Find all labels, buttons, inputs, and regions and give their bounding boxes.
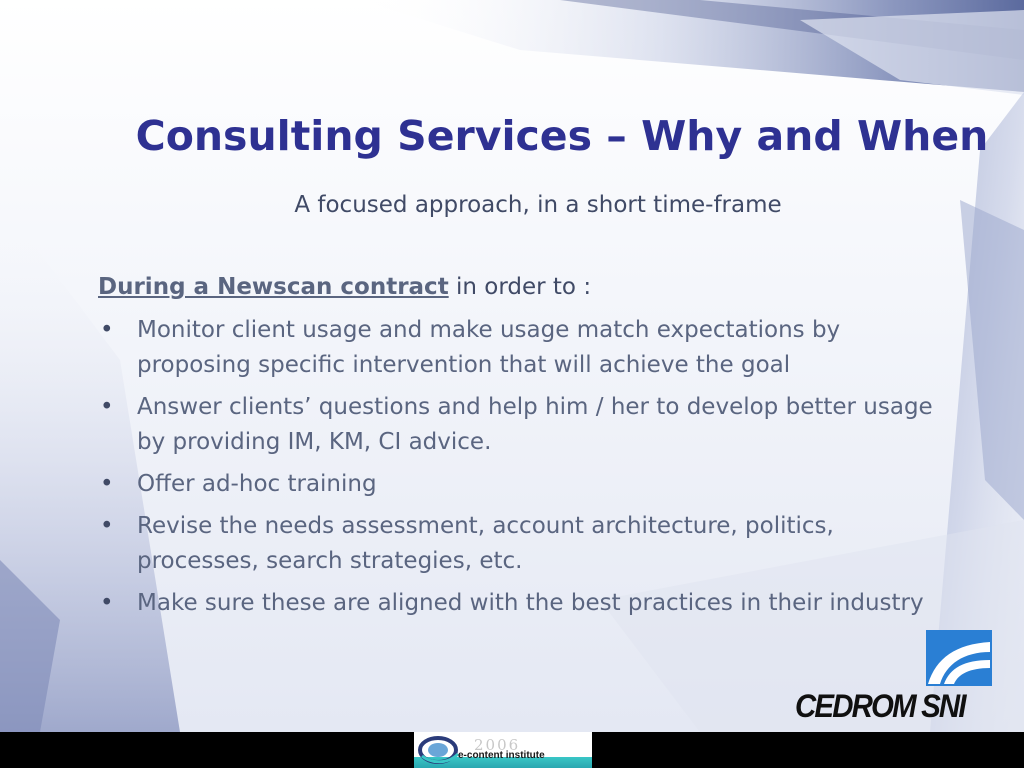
bullet-text: Revise the needs assessment, account architecture, politics, processes, search strategies, etc. [137, 513, 834, 574]
slide-subtitle: A focused approach, in a short time-frame [294, 192, 782, 218]
bullet-text: Make sure these are aligned with the best practices in their industry [137, 590, 924, 616]
bullet-item [98, 313, 948, 383]
badge-name-text: e-content institute [458, 750, 545, 761]
bullet-dot-icon: • [100, 317, 114, 343]
cedrom-wave-icon [926, 630, 992, 686]
bullet-text: Offer ad-hoc training [137, 471, 377, 497]
bullet-list [98, 313, 948, 628]
slide-title: Consulting Services – Why and When [135, 112, 989, 160]
bullet-item [98, 390, 948, 460]
cedrom-sni-logo [790, 630, 1000, 730]
bullet-dot-icon: • [100, 590, 114, 616]
bullet-dot-icon: • [100, 471, 114, 497]
bullet-item [98, 586, 948, 621]
newscan-contract-link[interactable]: During a Newscan contract [98, 274, 449, 300]
footer-bar [0, 732, 1024, 768]
lead-line [98, 274, 591, 300]
badge-faint-text: 2006 [474, 736, 521, 754]
bullet-text: Monitor client usage and make usage match expectations by proposing specific intervention that will achieve the goal [137, 317, 841, 378]
e-swirl-icon [418, 734, 462, 766]
lead-rest-text: in order to : [448, 274, 592, 300]
bullet-item [98, 509, 948, 579]
bullet-item [98, 467, 948, 502]
logo-text: CEDROM SNI [795, 688, 965, 724]
e-content-institute-badge [414, 732, 592, 768]
bullet-dot-icon: • [100, 513, 114, 539]
bullet-dot-icon: • [100, 394, 114, 420]
bullet-text: Answer clients’ questions and help him / her to develop better usage by providing IM, KM, CI advice. [137, 394, 933, 455]
